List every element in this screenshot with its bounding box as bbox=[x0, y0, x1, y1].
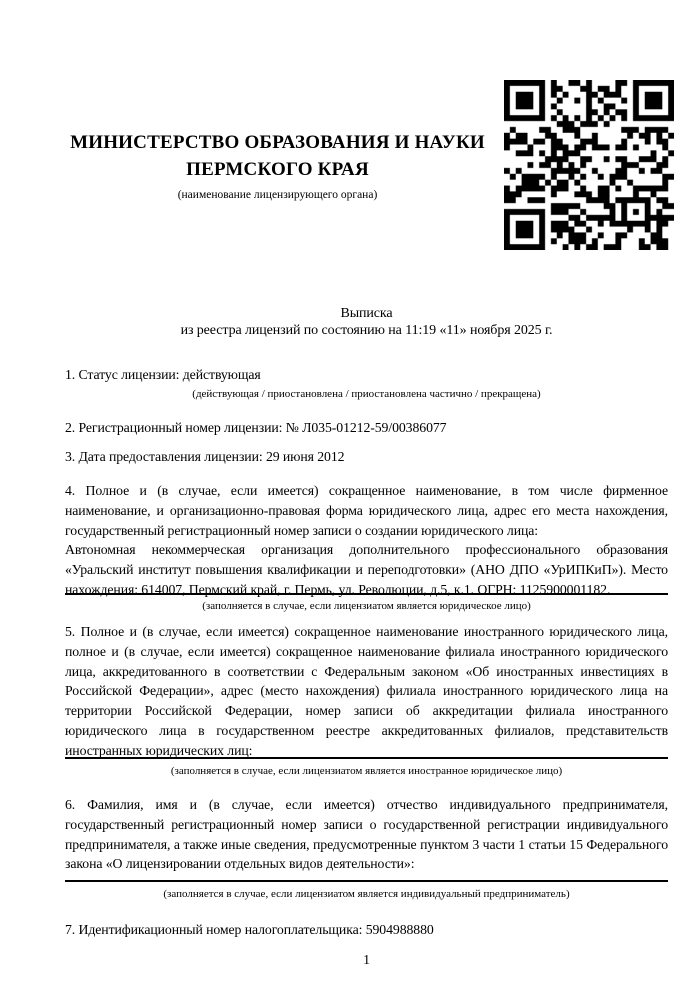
item-1-license-status bbox=[65, 365, 668, 402]
item-5-foreign-entity bbox=[65, 622, 668, 779]
title-line1: Выписка bbox=[340, 306, 393, 321]
item-2-registration-number bbox=[65, 418, 668, 438]
item-6-text: 6. Фамилия, имя и (в случае, если имеется) отчество индивидуального предпринимателя, государственный регистрационный номер записи о государственной регистрации индивидуального предпринимателя, а также иные сведения, предусмотренные пунктом 3 части 1 статьи 15 Федерального закона «О лицензировании отдельных видов деятельности»: bbox=[65, 797, 668, 872]
title-line2: из реестра лицензий по состоянию на 11:19 «11» ноября 2025 г. bbox=[180, 323, 553, 338]
item-5-caption: (заполняется в случае, если лицензиатом является иностранное юридическое лицо) bbox=[170, 765, 563, 778]
page-number: 1 bbox=[363, 951, 370, 967]
item-4-text: 4. Полное и (в случае, если имеется) сокращенное наименование, в том числе фирменное наименование, и организационно-правовая форма юридического лица, адрес его места нахождения, государственный регистрационный номер записи о создании юридического лица: bbox=[65, 483, 668, 538]
qr-code-icon bbox=[504, 80, 674, 250]
item-7-text: 7. Идентификационный номер налогоплательщика: 5904988880 bbox=[65, 922, 434, 938]
ministry-name-line2: ПЕРМСКОГО КРАЯ bbox=[186, 158, 369, 180]
item-3-text: 3. Дата предоставления лицензии: 29 июня 2012 bbox=[65, 449, 345, 465]
item-4-value: Автономная некоммерческая организация дополнительного профессионального образования «Уральский институт повышения квалификации и переподготовки» (АНО ДПО «УрИПКиП»). Место нахождения: 614007, Пермский край, г. Пермь, ул. Революции, д.5, к.1. ОГРН: 1125900001182. bbox=[65, 542, 668, 597]
document-title bbox=[65, 305, 668, 339]
item-2-text: 2. Регистрационный номер лицензии: № Л035-01212-59/00386077 bbox=[65, 419, 447, 435]
item-1-text: 1. Статус лицензии: действующая bbox=[65, 367, 261, 382]
document-header bbox=[0, 0, 700, 250]
item-5-text: 5. Полное и (в случае, если имеется) сокращенное наименование иностранного юридического лица, полное и (в случае, если имеется) сокращенное наименование филиала иностранного юридического лица, аккредитованного в соответствии с Федеральным законом «Об иностранных инвестициях в Российской Федерации», адрес (место нахождения) филиала иностранного юридического лица на территории Российской Федерации, номер записи об аккредитации филиала иностранного юридического лица в государственном реестре аккредитованных филиалов, представительств иностранных юридических лиц: bbox=[65, 624, 668, 758]
item-6-caption: (заполняется в случае, если лицензиатом является индивидуальный предприниматель) bbox=[163, 888, 570, 901]
item-6-individual-entrepreneur bbox=[65, 795, 668, 902]
ministry-caption: (наименование лицензирующего органа) bbox=[177, 188, 378, 201]
item-6-field-rule bbox=[65, 880, 668, 882]
item-4-legal-entity bbox=[65, 481, 668, 614]
item-7-taxpayer-number bbox=[65, 920, 668, 940]
licensing-authority-block bbox=[65, 129, 504, 202]
item-1-caption: (действующая / приостановлена / приостановлена частично / прекращена) bbox=[192, 387, 541, 400]
item-3-license-date bbox=[65, 447, 668, 467]
ministry-name-line1: МИНИСТЕРСТВО ОБРАЗОВАНИЯ И НАУКИ bbox=[70, 131, 485, 153]
document-body bbox=[0, 305, 700, 970]
item-4-caption: (заполняется в случае, если лицензиатом является юридическое лицо) bbox=[202, 600, 531, 613]
